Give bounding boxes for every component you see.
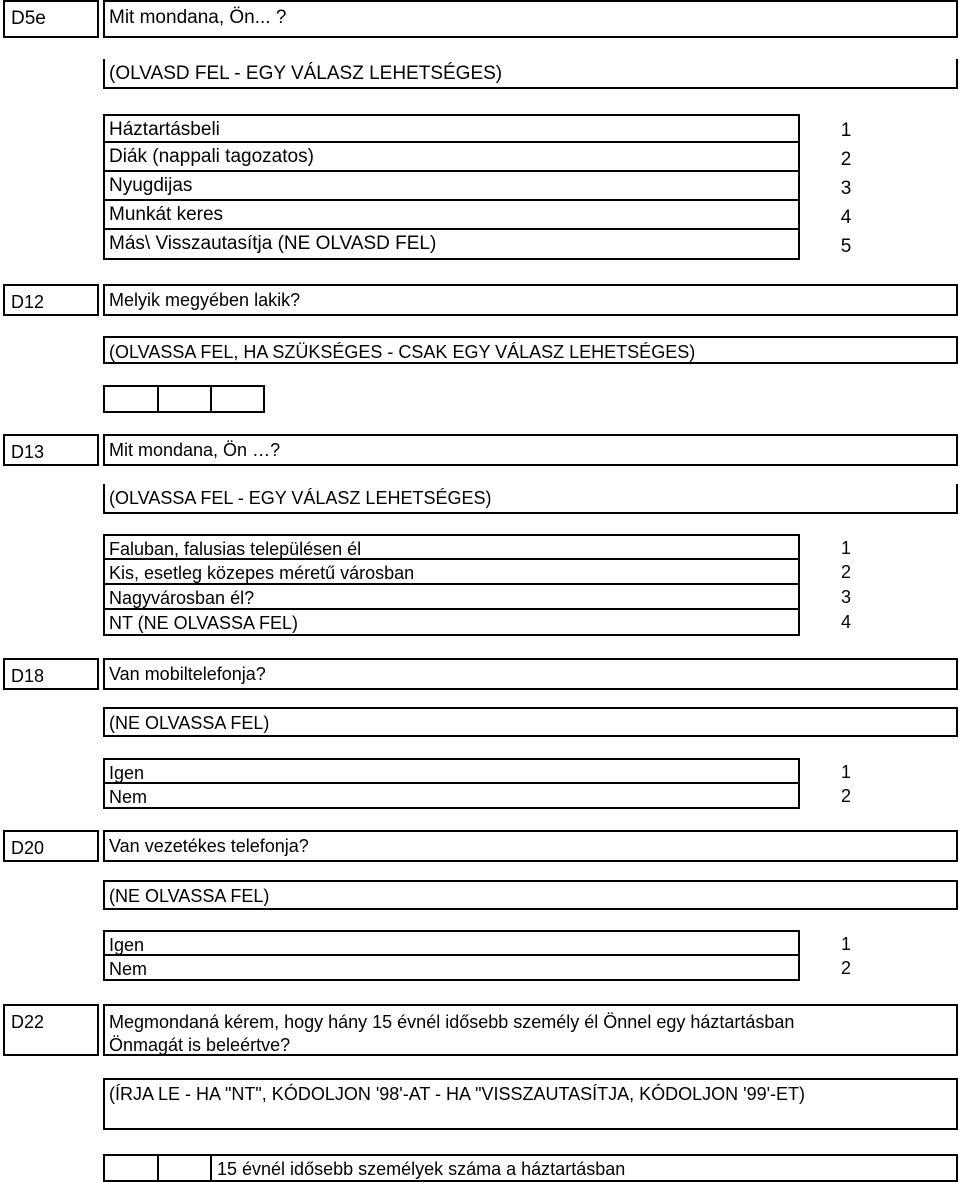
- question-text: Mit mondana, Ön …?: [103, 434, 958, 466]
- instruction: (OLVASD FEL - EGY VÁLASZ LEHETSÉGES): [103, 59, 958, 89]
- answer-code: 2: [840, 149, 852, 170]
- county-code-box-1[interactable]: [103, 385, 159, 413]
- answer-option[interactable]: Igen: [103, 930, 800, 956]
- answer-code: 1: [840, 538, 851, 558]
- answer-option[interactable]: Kis, esetleg közepes méretű városban: [103, 560, 800, 585]
- answer-option[interactable]: Más\ Visszautasítja (NE OLVASD FEL): [103, 230, 800, 260]
- county-code-box-3[interactable]: [210, 385, 265, 413]
- answer-option[interactable]: Nyugdijas: [103, 172, 800, 201]
- answer-code: 4: [840, 207, 852, 228]
- answer-code: 4: [840, 612, 851, 632]
- answer-option[interactable]: Igen: [103, 758, 800, 784]
- answer-option[interactable]: Munkát keres: [103, 201, 800, 230]
- answer-option[interactable]: Diák (nappali tagozatos): [103, 143, 800, 172]
- answer-option[interactable]: NT (NE OLVASSA FEL): [103, 610, 800, 636]
- answer-code: 5: [840, 236, 852, 257]
- household-count-box-2[interactable]: [157, 1154, 212, 1182]
- answer-code: 1: [840, 934, 851, 954]
- question-id: D20: [3, 830, 99, 862]
- instruction: (OLVASSA FEL, HA SZÜKSÉGES - CSAK EGY VÁLASZ LEHETSÉGES): [103, 336, 958, 364]
- answer-code: 3: [840, 587, 851, 607]
- question-text-line-2: Önmagát is beleértve?: [109, 1035, 291, 1056]
- question-text: Van vezetékes telefonja?: [103, 830, 958, 862]
- instruction: (OLVASSA FEL - EGY VÁLASZ LEHETSÉGES): [103, 484, 958, 514]
- question-id: D5e: [3, 0, 99, 38]
- answer-code: 1: [840, 120, 852, 141]
- answer-option[interactable]: Nagyvárosban él?: [103, 585, 800, 610]
- question-text: Mit mondana, Ön... ?: [103, 0, 958, 38]
- answer-option[interactable]: Háztartásbeli: [103, 114, 800, 143]
- question-id: D13: [3, 434, 99, 466]
- household-count-label: 15 évnél idősebb személyek száma a háztartásban: [210, 1154, 958, 1182]
- answer-code: 2: [840, 786, 851, 806]
- answer-option[interactable]: Nem: [103, 956, 800, 981]
- household-count-box-1[interactable]: [103, 1154, 159, 1182]
- answer-code: 2: [840, 958, 851, 978]
- instruction: (ÍRJA LE - HA "NT", KÓDOLJON '98'-AT - HA "VISSZAUTASÍTJA, KÓDOLJON '99'-ET): [103, 1078, 958, 1130]
- instruction: (NE OLVASSA FEL): [103, 880, 958, 910]
- answer-code: 1: [840, 762, 851, 782]
- answer-code: 2: [840, 562, 851, 582]
- question-text: Melyik megyében lakik?: [103, 284, 958, 316]
- answer-code: 3: [840, 178, 852, 199]
- question-id: D18: [3, 658, 99, 690]
- question-text: [103, 1004, 958, 1056]
- question-id: D22: [3, 1004, 99, 1056]
- question-id: D12: [3, 284, 99, 316]
- question-text: Van mobiltelefonja?: [103, 658, 958, 690]
- question-text-line-1: Megmondaná kérem, hogy hány 15 évnél idősebb személy él Önnel egy háztartásban: [109, 1012, 795, 1032]
- instruction: (NE OLVASSA FEL): [103, 707, 958, 737]
- county-code-box-2[interactable]: [157, 385, 212, 413]
- answer-option[interactable]: Faluban, falusias településen él: [103, 534, 800, 560]
- answer-option[interactable]: Nem: [103, 784, 800, 809]
